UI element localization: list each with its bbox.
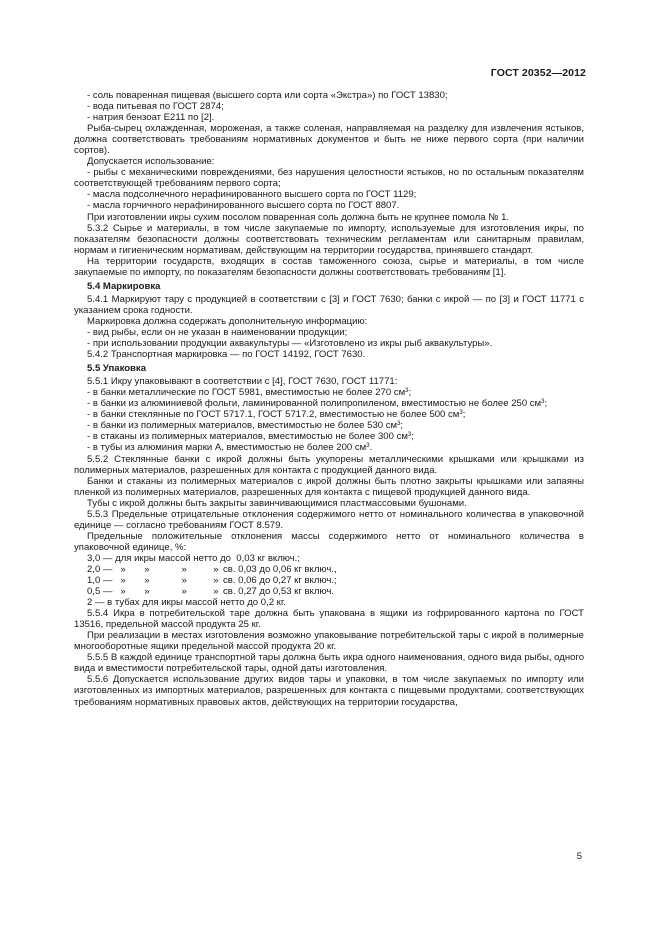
tolerance-row-value: 2,0 — » » » »: [87, 563, 219, 575]
paragraph: При реализации в местах изготовления возможно упаковывание потребительской тары с икрой в полимерные многооборотные ящики предельной массой продукта 20 кг.: [74, 630, 584, 653]
list-item: - в банки стеклянные по ГОСТ 5717.1, ГОСТ 5717.2, вместимостью не более 500 $см^3$;: [87, 409, 466, 421]
tolerance-table: [74, 553, 584, 597]
paragraph: 5.5.1 Икру упаковывают в соответствии с [4], ГОСТ 7630, ГОСТ 11771:: [87, 376, 398, 388]
paragraph: Предельные положительные отклонения массы содержимого нетто от номинального количества в упаковочной единице, %:: [74, 530, 584, 553]
list-item: - соль поваренная пищевая (высшего сорта или сорта «Экстра») по ГОСТ 13830;: [87, 90, 448, 101]
paragraph: 5.5.3 Предельные отрицательные отклонения содержимого нетто от номинального количества в упаковочной единице — согласно требованиям ГОСТ 8.579.: [74, 508, 584, 531]
tolerance-row-value: 1,0 — » » » »: [87, 575, 219, 587]
tolerance-row: [87, 553, 584, 564]
list-item: - рыбы с механическими повреждениями, без нарушения целостности ястыков, но по остальным показателям соответствующей требованиям первого сорта;: [74, 167, 584, 190]
paragraph: Рыба-сырец охлажденная, мороженая, а также соленая, направляемая на разделку для извлечения ястыков, должна соответствовать требованиям нормативных документов и быть не ниже первого сорта (при наличии сортов).: [74, 123, 584, 157]
list-item-text: - в тубы из алюминия марки А, вместимостью не более 200 см: [87, 442, 367, 454]
paragraph: 5.4.2 Транспортная маркировка — по ГОСТ 14192, ГОСТ 7630.: [87, 349, 366, 361]
paragraph: При изготовлении икры сухим посолом поваренная соль должна быть не крупнее помола № 1.: [87, 211, 510, 223]
list-item-text: - в банки из полимерных материалов, вместимостью не более 530 см: [87, 420, 398, 432]
tolerance-row: [87, 564, 584, 575]
list-item: - при использовании продукции аквакультуры — «Изготовлено из икры рыб аквакультуры».: [87, 338, 493, 350]
list-item-text: - в банки металлические по ГОСТ 5981, вместимостью не более 270 см: [87, 387, 406, 399]
document-header-id: ГОСТ 20352—2012: [490, 67, 586, 79]
list-item: - в банки металлические по ГОСТ 5981, вместимостью не более 270 $см^3$;: [87, 387, 412, 399]
section-heading-5-5: 5.5 Упаковка: [87, 363, 147, 375]
paragraph: 5.5.5 В каждой единице транспортной тары должна быть икра одного наименования, одного вида рыбы, одного вида и вместимости потребительской тары, одной даты изготовления.: [74, 652, 584, 675]
paragraph: 2 — в тубах для икры массой нетто до 0,2 кг.: [87, 597, 286, 609]
list-item-text: - в стаканы из полимерных материалов, вместимостью не более 300 см: [87, 431, 408, 443]
paragraph: 5.5.4 Икра в потребительской таре должна быть упакована в ящики из гофрированного картона по ГОСТ 13516, предельной массой продукта 25 кг.: [74, 608, 584, 631]
document-body: [74, 90, 584, 708]
list-item-text: - в банки из алюминиевой фольги, ламинированной полипропиленом, вместимостью не более 250 см: [87, 398, 542, 410]
tolerance-row-range: св. 0,06 до 0,27 кг включ.;: [223, 575, 337, 587]
tolerance-row-range: св. 0,27 до 0,53 кг включ.: [223, 586, 334, 598]
paragraph: Тубы с икрой должны быть закрыты завинчивающимися пластмассовыми бушонами.: [87, 497, 467, 509]
list-item: - в банки из алюминиевой фольги, ламинированной полипропиленом, вместимостью не более 250 $см^3$;: [87, 398, 548, 410]
tolerance-row-value: 0,5 — » » » »: [87, 586, 219, 598]
paragraph: На территории государств, входящих в состав таможенного союза, сырье и материалы, в том числе закупаемые по импорту, по показателям безопасности должны соответствовать требованиям [1].: [74, 255, 584, 278]
paragraph: Маркировка должна содержать дополнительную информацию:: [87, 315, 368, 327]
list-item: - масла подсолнечного нерафинированного высшего сорта по ГОСТ 1129;: [87, 189, 417, 201]
list-item: - в тубы из алюминия марки А, вместимостью не более 200 $см^3$.: [87, 442, 373, 454]
list-item: - натрия бензоат Е211 по [2].: [87, 112, 215, 124]
page-number: 5: [576, 851, 582, 862]
list-item-text: - в банки стеклянные по ГОСТ 5717.1, ГОСТ 5717.2, вместимостью не более 500 см: [87, 409, 460, 421]
paragraph: Банки и стаканы из полимерных материалов с икрой должны быть плотно закрыты крышками или запаяны пленкой из полимерных материалов, разрешенных для контакта с пищевой продукцией данного вида.: [74, 475, 584, 498]
list-item: - вода питьевая по ГОСТ 2874;: [87, 101, 224, 113]
list-item: - в стаканы из полимерных материалов, вместимостью не более 300 $см^3$;: [87, 431, 414, 443]
paragraph: Допускается использование:: [87, 156, 215, 168]
paragraph: 5.4.1 Маркируют тару с продукцией в соответствии с [3] и ГОСТ 7630; банки с икрой — по [3] и ГОСТ 11771 с указанием срока годности.: [74, 293, 584, 316]
paragraph: 5.5.2 Стеклянные банки с икрой должны быть укупорены металлическими крышками или крышками из полимерных материалов, разрешенных для контакта с продукцией данного вида.: [74, 453, 584, 476]
tolerance-row-range: св. 0,03 до 0,06 кг включ.,: [223, 563, 337, 575]
list-item: - в банки из полимерных материалов, вместимостью не более 530 $см^3$;: [87, 420, 404, 432]
paragraph: 5.5.6 Допускается использование других видов тары и упаковки, в том числе закупаемых по импорту или изготовленных из импортных материалов, разрешенных для контакта с пищевыми продуктами, соответствующих требованиям нормативных правовых актов, действующих на территории государства,: [74, 674, 584, 708]
tolerance-row: [87, 586, 584, 597]
tolerance-row: [87, 575, 584, 586]
paragraph: 5.3.2 Сырье и материалы, в том числе закупаемые по импорту, используемые для изготовления икры, по показателям безопасности должны соответствовать техническим регламентам или санитарным правилам, нормам и гигиеническим нормативам, действующим на территории государства, принявшего стандарт.: [74, 222, 584, 256]
tolerance-row-text: 3,0 — для икры массой нетто до 0,03 кг включ.;: [87, 552, 300, 564]
list-item: - вид рыбы, если он не указан в наименовании продукции;: [87, 326, 348, 338]
list-item: - масла горчичного нерафинированного высшего сорта по ГОСТ 8807.: [87, 200, 400, 212]
section-heading-5-4: 5.4 Маркировка: [87, 280, 161, 292]
